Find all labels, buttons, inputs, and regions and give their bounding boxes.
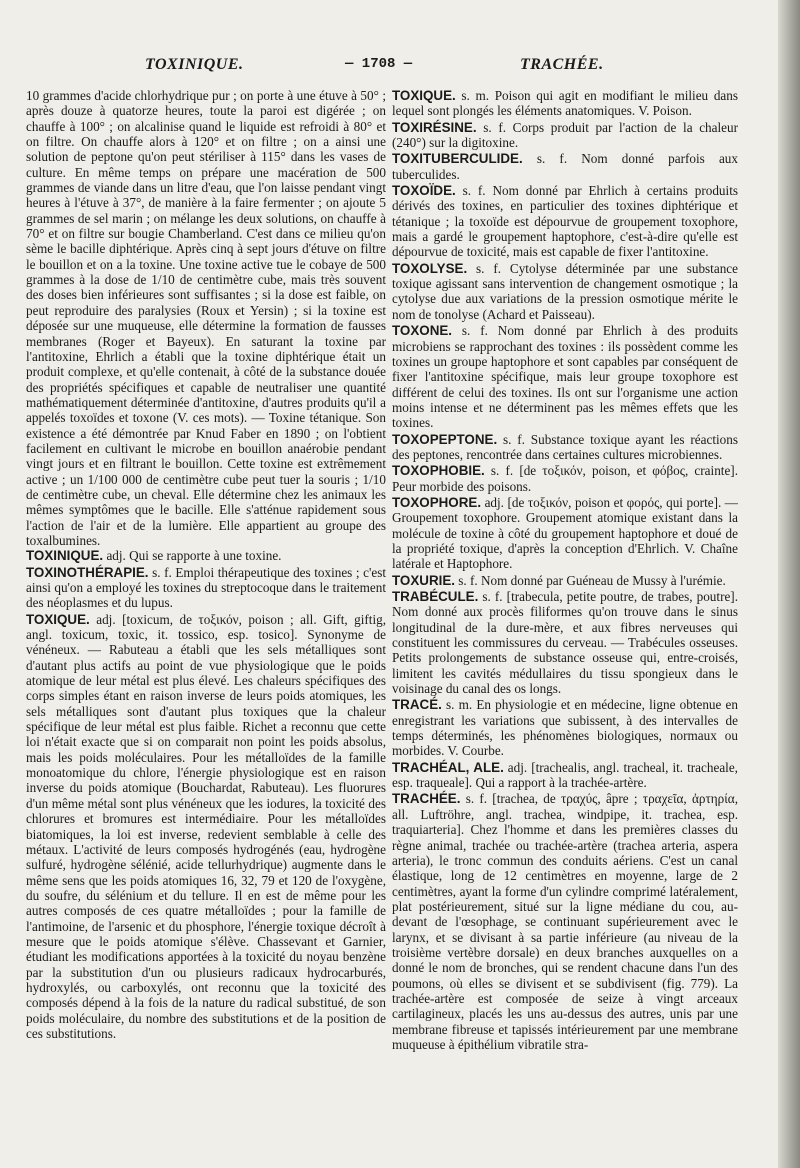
dictionary-entry [392, 183, 738, 260]
right-column [392, 88, 738, 1052]
entry-headword: TOXIRÉSINE. [392, 119, 477, 135]
entry-headword: TOXITUBERCULIDE. [392, 151, 523, 167]
entry-definition: s. f. Nom donné par Guéneau de Mussy à l'urémie. [455, 572, 726, 588]
left-column [26, 88, 386, 1041]
entry-definition: s. f. Substance toxique ayant les réactions des peptones, rencontrée dans certaines cultures microbiennes. [392, 431, 738, 462]
entry-definition: s. f. Emploi thérapeutique des toxines ; c'est ainsi qu'on a employé les toxines du streptocoque dans le traitement des néoplasmes et du lupus. [26, 564, 386, 611]
dictionary-entry [392, 495, 738, 572]
header-right-word: TRACHÉE. [520, 56, 604, 73]
page-edge-shadow [778, 0, 800, 1168]
dictionary-entry [26, 565, 386, 611]
entry-headword: TRACÉ. [392, 697, 442, 713]
entry-headword: TOXOPEPTONE. [392, 431, 498, 447]
dictionary-entry [392, 261, 738, 322]
dictionary-entry [392, 120, 738, 151]
running-header [0, 52, 778, 82]
dictionary-entry [392, 697, 738, 758]
entry-definition: s. f. [trabecula, petite poutre, de trabes, poutre]. Nom donné aux procès filiformes qu'on trouve dans le sinus longitudinal de la dure-mère, et aux fibres nerveuses qui constituent les commissures du cerveau. — Trabécules osseuses. Petits prolongements de substance osseuse qui, entre-croisés, limitent les cavités médullaires du tissu spongieux dans le voisinage du canal des os longs. [392, 589, 738, 697]
entry-headword: TOXURIE. [392, 572, 455, 588]
dictionary-entry [392, 573, 738, 588]
dictionary-entry [392, 589, 738, 696]
continuation-paragraph: 10 grammes d'acide chlorhydrique pur ; on porte à une étuve à 50° ; après douze à quatorze heures, toute la paroi est digérée ; on chauffe à 100° ; on alcalinise quand le liquide est refroidi à 80° et on filtre. On chauffe alors à 120° et on filtre ; on a ainsi une solution de peptone qu'on peut stériliser à 115° dans les vases de culture. En même temps on prépare une macération de 500 grammes de viande dans un litre d'eau, que l'on laisse pendant vingt heures à l'étuve à 37°, de manière à la faire fermenter ; on ajoute 5 grammes de sel marin ; on mélange les deux solutions, on chauffe à 70° et on filtre sur bougie Chamberland. C'est dans ce milieu qu'on sème le bacille diphtérique. Après cinq à sept jours d'étuve on filtre le bouillon et on a la toxine. Une toxine active tue le cobaye de 500 grammes à la dose de 1/10 de centimètre cube, mais très souvent des doses bien inférieures sont suffisantes ; si la dose est faible, on peut reproduire des paralysies (Roux et Yersin) ; si la toxine est déposée sur une muqueuse, elle détermine la formation de fausses membranes (Roger et Bayeux). En saturant la toxine par l'antitoxine, Ehrlich a établi que la toxine diphtérique était un produit complexe, et qu'elle contenait, à côté de la substance douée des propriétés spécifiques et capable de neutraliser une quantité mathématiquement déterminée d'antitoxine, d'autres produits qu'il a appelés toxoïdes et toxone (V. ces mots). — Toxine tétanique. Son existence a été démontrée par Knud Faber en 1890 ; on l'obtient facilement en cultivant le microbe en bouillon anaérobie pendant vingt jours et en filtrant le bouillon. Cette toxine est extrêmement active ; un 1/100 000 de centimètre cube peut tuer la souris ; 1/10 de centimètre cube, un cheval. Elle détermine chez les animaux les mêmes symptômes que le bacille. Elle s'atténue rapidement sous l'action de l'air et de la lumière. Elle appartient au groupe des toxalbumines. [26, 88, 386, 548]
dictionary-entry [26, 548, 386, 563]
dictionary-entry [392, 151, 738, 182]
entry-definition: s. m. Poison qui agit en modifiant le milieu dans lequel sont plongés les éléments anatomiques. V. Poison. [392, 88, 738, 119]
entry-headword: TRACHÉAL, ALE. [392, 759, 504, 775]
entry-headword: TOXIQUE. [392, 88, 456, 103]
dictionary-entry [392, 760, 738, 791]
entry-definition: s. f. Corps produit par l'action de la chaleur (240°) sur la digitoxine. [392, 119, 738, 151]
entry-definition: s. f. Cytolyse déterminée par une substance toxique agissant sans intervention de changement osmotique ; la cytolyse due aux variations de la pression osmotique mérite le nom de tonolyse (Achard et Paisseau). [392, 260, 738, 322]
entry-headword: TOXINIQUE. [26, 548, 104, 564]
entry-headword: TOXOPHORE. [392, 494, 482, 510]
entry-headword: TOXOÏDE. [392, 183, 456, 199]
page-number: — 1708 — [345, 56, 413, 72]
entry-definition: adj. Qui se rapporte à une toxine. [103, 548, 282, 564]
entry-definition: s. f. [trachea, de τραχύς, âpre ; τραχεῖα, ἀρτηρία, all. Luftröhre, angl. trachea, windpipe, it. trachea, esp. traquiarteria]. Chez l'homme et dans les premières classes du règne animal, trachée ou trachée-artère (trachea arteria, aspera arteria), le tronc commun des conduits aériens. C'est un canal élastique, long de 12 centimètres en moyenne, large de 2 centimètres, ayant la forme d'un cylindre comprimé latéralement, plat postérieurement, situé sur la ligne médiane du cou, au-devant de l'œsophage, se continuant supérieurement avec le larynx, et se divisant à sa partie inférieure (au niveau de la troisième vertèbre dorsale) en deux branches auxquelles on a donné le nom de bronches, qui se rendent chacune dans l'un des poumons, où elles se divisent et se subdivisent (fig. 779). La trachée-artère est composée de seize à vingt arceaux cartilagineux, placés les uns au-dessus des autres, unis par une membrane fibreuse et tapissés intérieurement par une membrane muqueuse à épithélium vibratile stra- [392, 791, 738, 1052]
entry-definition: adj. [trachealis, angl. tracheal, it. tracheale, esp. traqueale]. Qui a rapport à la trachée-artère. [392, 759, 738, 791]
entry-definition: adj. [toxicum, de τοξικόν, poison ; all. Gift, giftig, angl. toxicum, toxic, it. tossico, esp. tosico]. Synonyme de vénéneux. — Rabuteau a établi que les sels métalliques sont d'autant plus actifs au point de vue physiologique que le poids atomique de leur métal est plus élevé. Les chaleurs spécifiques des corps simples étant en raison inverse de leurs poids atomiques, les sels métalliques sont d'autant plus toxiques que la chaleur spécifique de leur métal est plus faible. Richet a reconnu que cette loi n'était exacte que si on comparait non point les poids absolus, mais les poids moléculaires. Pour les métalloïdes de la famille monoatomique du chlore, l'énergie physiologique est en raison inverse du poids atomique (Bouchardat, Rabuteau). Les fluorures d'un même métal sont plus vénéneux que les iodures, la toxicité des chlorures et bromures est intermédiaire. Pour les métalloïdes biatomiques, la loi est inverse, redevient semblable à celle des métaux. L'activité de leurs composés hydrogénés (eau, hydrogène sulfuré, hydrogène sélénié, acide tellurhydrique) augmente dans le même sens que les poids atomiques 16, 32, 79 et 120 de l'oxygène, du soufre, du sélénium et du tellure. Il en est de même pour les autres composés de ces quatre métalloïdes ; pour la famille de l'antimoine, de l'arsenic et du phosphore, l'énergie toxique décroît à mesure que le poids atomique s'élève. Chassevant et Garnier, étudiant les modifications apportées à la toxicité du noyau benzène par la substitution d'un ou plusieurs radicaux hydrocarburés, hydroxylés, ou carboxylés, ont reconnu que la toxicité des composés dépend à la fois de la nature du radical substitué, de son poids moléculaire, du nombre des substitutions et de la position de ces substitutions. [26, 611, 386, 1041]
entry-definition: s. f. Nom donné parfois aux tuberculides. [392, 151, 738, 182]
entry-headword: TRACHÉE. [392, 791, 461, 807]
entry-definition: adj. [de τοξικόν, poison et φορός, qui porte]. — Groupement toxophore. Groupement atomique existant dans la molécule de toxine à côté du groupement haptophore et doué de la propriété toxique, d'après la conception d'Ehrlich. V. Chaîne latérale et Haptophore. [392, 494, 738, 572]
entry-headword: TOXOLYSE. [392, 260, 468, 276]
dictionary-entry [26, 612, 386, 1042]
dictionary-entry [392, 432, 738, 463]
entry-headword: TOXONE. [392, 323, 453, 339]
dictionary-entry [392, 791, 738, 1052]
dictionary-entry [392, 323, 738, 430]
entry-headword: TOXINOTHÉRAPIE. [26, 564, 149, 580]
dictionary-entry [392, 88, 738, 119]
entry-definition: s. m. En physiologie et en médecine, ligne obtenue en enregistrant les variations que subissent, à des intervalles de temps déterminés, les phénomènes biologiques, normaux ou morbides. V. Courbe. [392, 697, 738, 759]
header-left-word: TOXINIQUE. [145, 56, 244, 73]
entry-definition: s. f. Nom donné par Ehrlich à certains produits dérivés des toxines, en particulier des toxines diphtérique et tétanique ; la toxoïde est dépourvue de groupement toxophore, mais a gardé le groupement haptophore, c'est-à-dire qu'elle est dépourvue de toxicité, mais est capable de fixer l'antitoxine. [392, 183, 738, 260]
entry-definition: s. f. [de τοξικόν, poison, et φόβος, crainte]. Peur morbide des poisons. [392, 463, 738, 494]
dictionary-entry [392, 463, 738, 494]
entry-headword: TRABÉCULE. [392, 589, 479, 604]
entry-headword: TOXOPHOBIE. [392, 463, 485, 479]
entry-headword: TOXIQUE. [26, 611, 90, 627]
entry-definition: s. f. Nom donné par Ehrlich à des produits microbiens se rapprochant des toxines : ils possèdent comme les toxines un groupe haptophore et sont capables par conséquent de fixer l'antitoxine spécifique, mais leur groupe toxophore est différent de celui des toxines. Ils ont sur l'organisme une action moins intense et ne déterminent pas les mêmes effets que les toxines. [392, 323, 738, 431]
